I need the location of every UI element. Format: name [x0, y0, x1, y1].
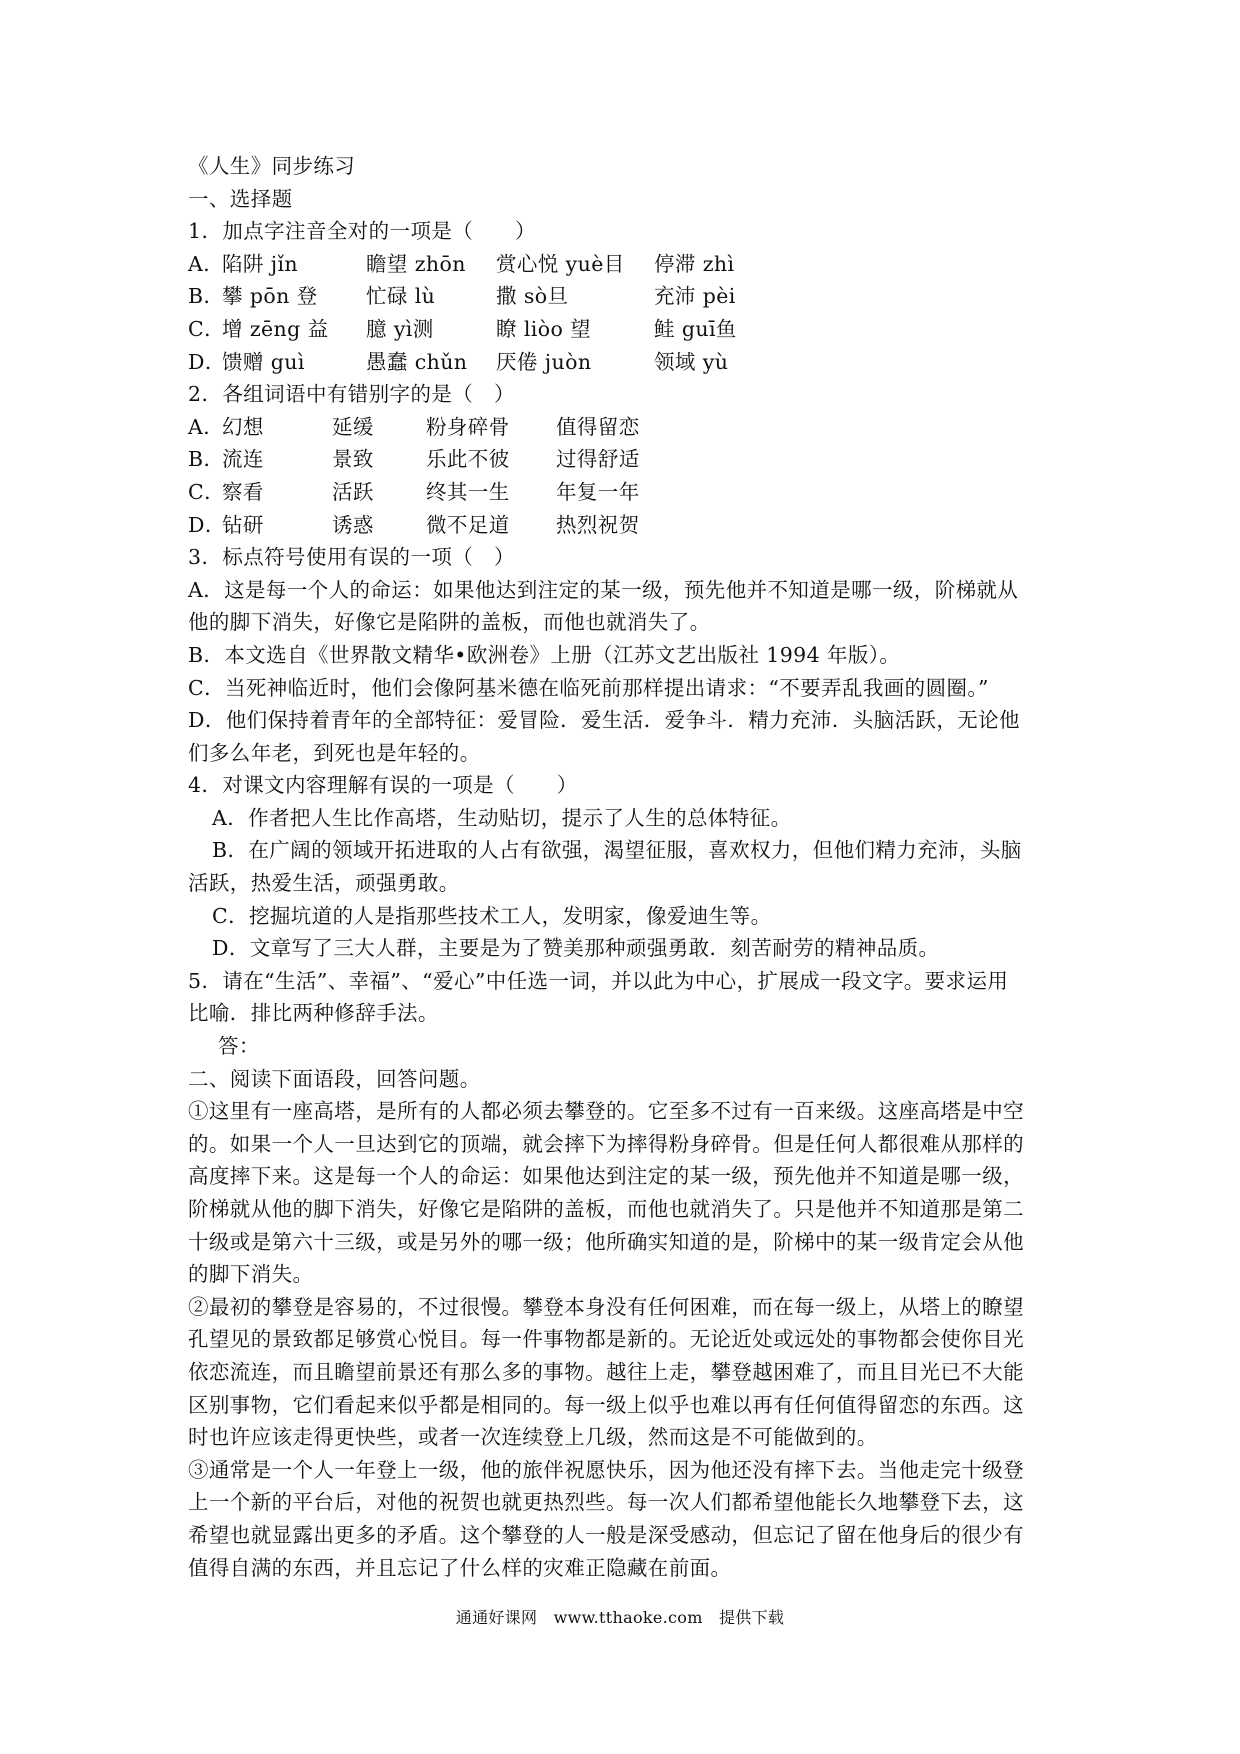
paragraph-line: 时也许应该走得更快些，或者一次连续登上几级，然而这是不可能做到的。 [188, 1425, 878, 1450]
option-label: C． [188, 316, 225, 341]
page-footer: 通通好课网 www.tthaoke.com 提供下载 [455, 1608, 785, 1627]
option-item: 臆 yì测 [366, 316, 434, 341]
option-item: 活跃 [332, 479, 374, 504]
answer-option [188, 443, 1058, 476]
page-title: 《人生》同步练习 [188, 154, 356, 178]
answer-option [188, 248, 1058, 281]
option-item: 景致 [332, 447, 374, 472]
question-text-line: A．这是每一个人的命运：如果他达到注定的某一级，预先他并不知道是哪一级，阶梯就从 [188, 577, 1019, 602]
question-text-line: D．他们保持着青年的全部特征：爱冒险．爱生活．爱争斗．精力充沛．头脑活跃，无论他 [188, 708, 1020, 733]
paragraph-line: 的脚下消失。 [188, 1262, 314, 1287]
paragraph-line: 希望也就显露出更多的矛盾。这个攀登的人一般是深受感动，但忘记了留在他身后的很少有 [188, 1522, 1024, 1547]
option-item: 停滞 zhì [654, 251, 735, 276]
option-item: 微不足道 [426, 512, 510, 537]
option-label: A． [188, 414, 225, 439]
question-text-line: C．当死神临近时，他们会像阿基米德在临死前那样提出请求：“不要弄乱我画的圆圈。” [188, 675, 989, 700]
question-stem: 2．各组词语中有错别字的是（ ） [188, 382, 515, 407]
question-text-line: 5．请在“生活”、幸福”、“爱心”中任选一词，并以此为中心，扩展成一段文字。要求运用 [188, 968, 1009, 993]
section-heading: 一、选择题 [188, 186, 293, 211]
option-item: 馈赠 guì [222, 349, 305, 374]
reading-paragraph [188, 1291, 1058, 1454]
question-text-line: 们多么年老，到死也是年轻的。 [188, 740, 481, 765]
option-item: 流连 [222, 447, 264, 472]
question-text-line: 他的脚下消失，好像它是陷阱的盖板，而他也就消失了。 [188, 610, 711, 635]
option-label: B． [188, 447, 225, 472]
paragraph-line: 的。如果一个人一旦达到它的顶端，就会摔下为摔得粉身碎骨。但是任何人都很难从那样的 [188, 1131, 1024, 1156]
option-item: 粉身碎骨 [426, 414, 510, 439]
paragraph-line: ③通常是一个人一年登上一级，他的旅伴祝愿快乐，因为他还没有摔下去。当他走完十级登 [188, 1457, 1024, 1482]
option-label: C． [188, 479, 225, 504]
option-item: 延缓 [332, 414, 374, 439]
question-stem: 3．标点符号使用有误的一项（ ） [188, 545, 515, 570]
worksheet-page [188, 150, 1058, 1584]
answer-option [188, 509, 1058, 542]
option-label: A． [188, 251, 225, 276]
paragraph-line: 十级或是第六十三级，或是另外的哪一级；他所确实知道的是，阶梯中的某一级肯定会从他 [188, 1229, 1024, 1254]
option-item: 厌倦 juòn [496, 349, 592, 374]
option-item: 热烈祝贺 [556, 512, 640, 537]
option-item: 诱惑 [332, 512, 374, 537]
reading-paragraph [188, 1095, 1058, 1291]
option-item: 增 zēng 益 [222, 316, 329, 341]
question-stem: 1．加点字注音全对的一项是（ ） [188, 219, 536, 244]
question-text-line: A．作者把人生比作高塔，生动贴切，提示了人生的总体特征。 [212, 805, 792, 830]
option-item: 充沛 pèi [654, 284, 736, 309]
option-item: 察看 [222, 479, 264, 504]
option-item: 攀 pōn 登 [222, 284, 318, 309]
option-item: 赏心悦 yuè目 [496, 251, 625, 276]
option-item: 过得舒适 [556, 447, 640, 472]
option-item: 幻想 [222, 414, 264, 439]
option-label: D． [188, 349, 226, 374]
question-text-line: C．挖掘坑道的人是指那些技术工人，发明家，像爱迪生等。 [212, 903, 772, 928]
option-item: 瞭 liòo 望 [496, 316, 592, 341]
option-item: 鲑 guī鱼 [654, 316, 737, 341]
option-item: 撒 sò旦 [496, 284, 569, 309]
option-item: 愚蠢 chǔn [366, 349, 468, 374]
question-stem: 4．对课文内容理解有误的一项是（ ） [188, 773, 578, 798]
paragraph-line: 高度摔下来。这是每一个人的命运：如果他达到注定的某一级，预先他并不知道是哪一级， [188, 1164, 1024, 1189]
question-text-line: B．在广阔的领域开拓进取的人占有欲强，渴望征服，喜欢权力，但他们精力充沛，头脑 [212, 838, 1022, 863]
paragraph-line: 依恋流连，而且瞻望前景还有那么多的事物。越往上走，攀登越困难了，而且目光已不大能 [188, 1359, 1024, 1384]
answer-option [188, 411, 1058, 444]
option-item: 钻研 [222, 512, 264, 537]
paragraph-line: 上一个新的平台后，对他的祝贺也就更热烈些。每一次人们都希望他能长久地攀登下去，这 [188, 1490, 1024, 1515]
option-item: 领域 yù [654, 349, 729, 374]
paragraph-line: ①这里有一座高塔，是所有的人都必须去攀登的。它至多不过有一百来级。这座高塔是中空 [188, 1099, 1024, 1124]
section-heading: 二、阅读下面语段，回答问题。 [188, 1066, 481, 1091]
question-text-line: D．文章写了三大人群，主要是为了赞美那种顽强勇敢．刻苦耐劳的精神品质。 [212, 936, 940, 961]
option-item: 忙碌 lù [366, 284, 436, 309]
question-text-line: B．本文选自《世界散文精华•欧洲卷》上册（江苏文艺出版社 1994 年版）。 [188, 642, 901, 667]
option-item: 陷阱 jǐn [222, 251, 299, 276]
question-text-line: 活跃，热爱生活，顽强勇敢。 [188, 871, 460, 896]
option-label: B． [188, 284, 225, 309]
question-text-line: 比喻．排比两种修辞手法。 [188, 1001, 439, 1026]
answer-option [188, 313, 1058, 346]
paragraph-line: 孔望见的景致都足够赏心悦目。每一件事物都是新的。无论近处或远处的事物都会使你目光 [188, 1327, 1024, 1352]
answer-label: 答： [218, 1034, 260, 1059]
option-item: 乐此不彼 [426, 447, 510, 472]
option-item: 值得留恋 [556, 414, 640, 439]
option-item: 瞻望 zhōn [366, 251, 466, 276]
paragraph-line: ②最初的攀登是容易的，不过很慢。攀登本身没有任何困难，而在每一级上，从塔上的瞭望 [188, 1294, 1024, 1319]
answer-option [188, 280, 1058, 313]
paragraph-line: 值得自满的东西，并且忘记了什么样的灾难正隐藏在前面。 [188, 1555, 732, 1580]
option-item: 终其一生 [426, 479, 510, 504]
answer-option [188, 346, 1058, 379]
paragraph-line: 区别事物，它们看起来似乎都是相同的。每一级上似乎也难以再有任何值得留恋的东西。这 [188, 1392, 1024, 1417]
reading-paragraph [188, 1454, 1058, 1584]
paragraph-line: 阶梯就从他的脚下消失，好像它是陷阱的盖板，而他也就消失了。只是他并不知道那是第二 [188, 1197, 1024, 1221]
option-label: D． [188, 512, 226, 537]
option-item: 年复一年 [556, 479, 640, 504]
answer-option [188, 476, 1058, 509]
